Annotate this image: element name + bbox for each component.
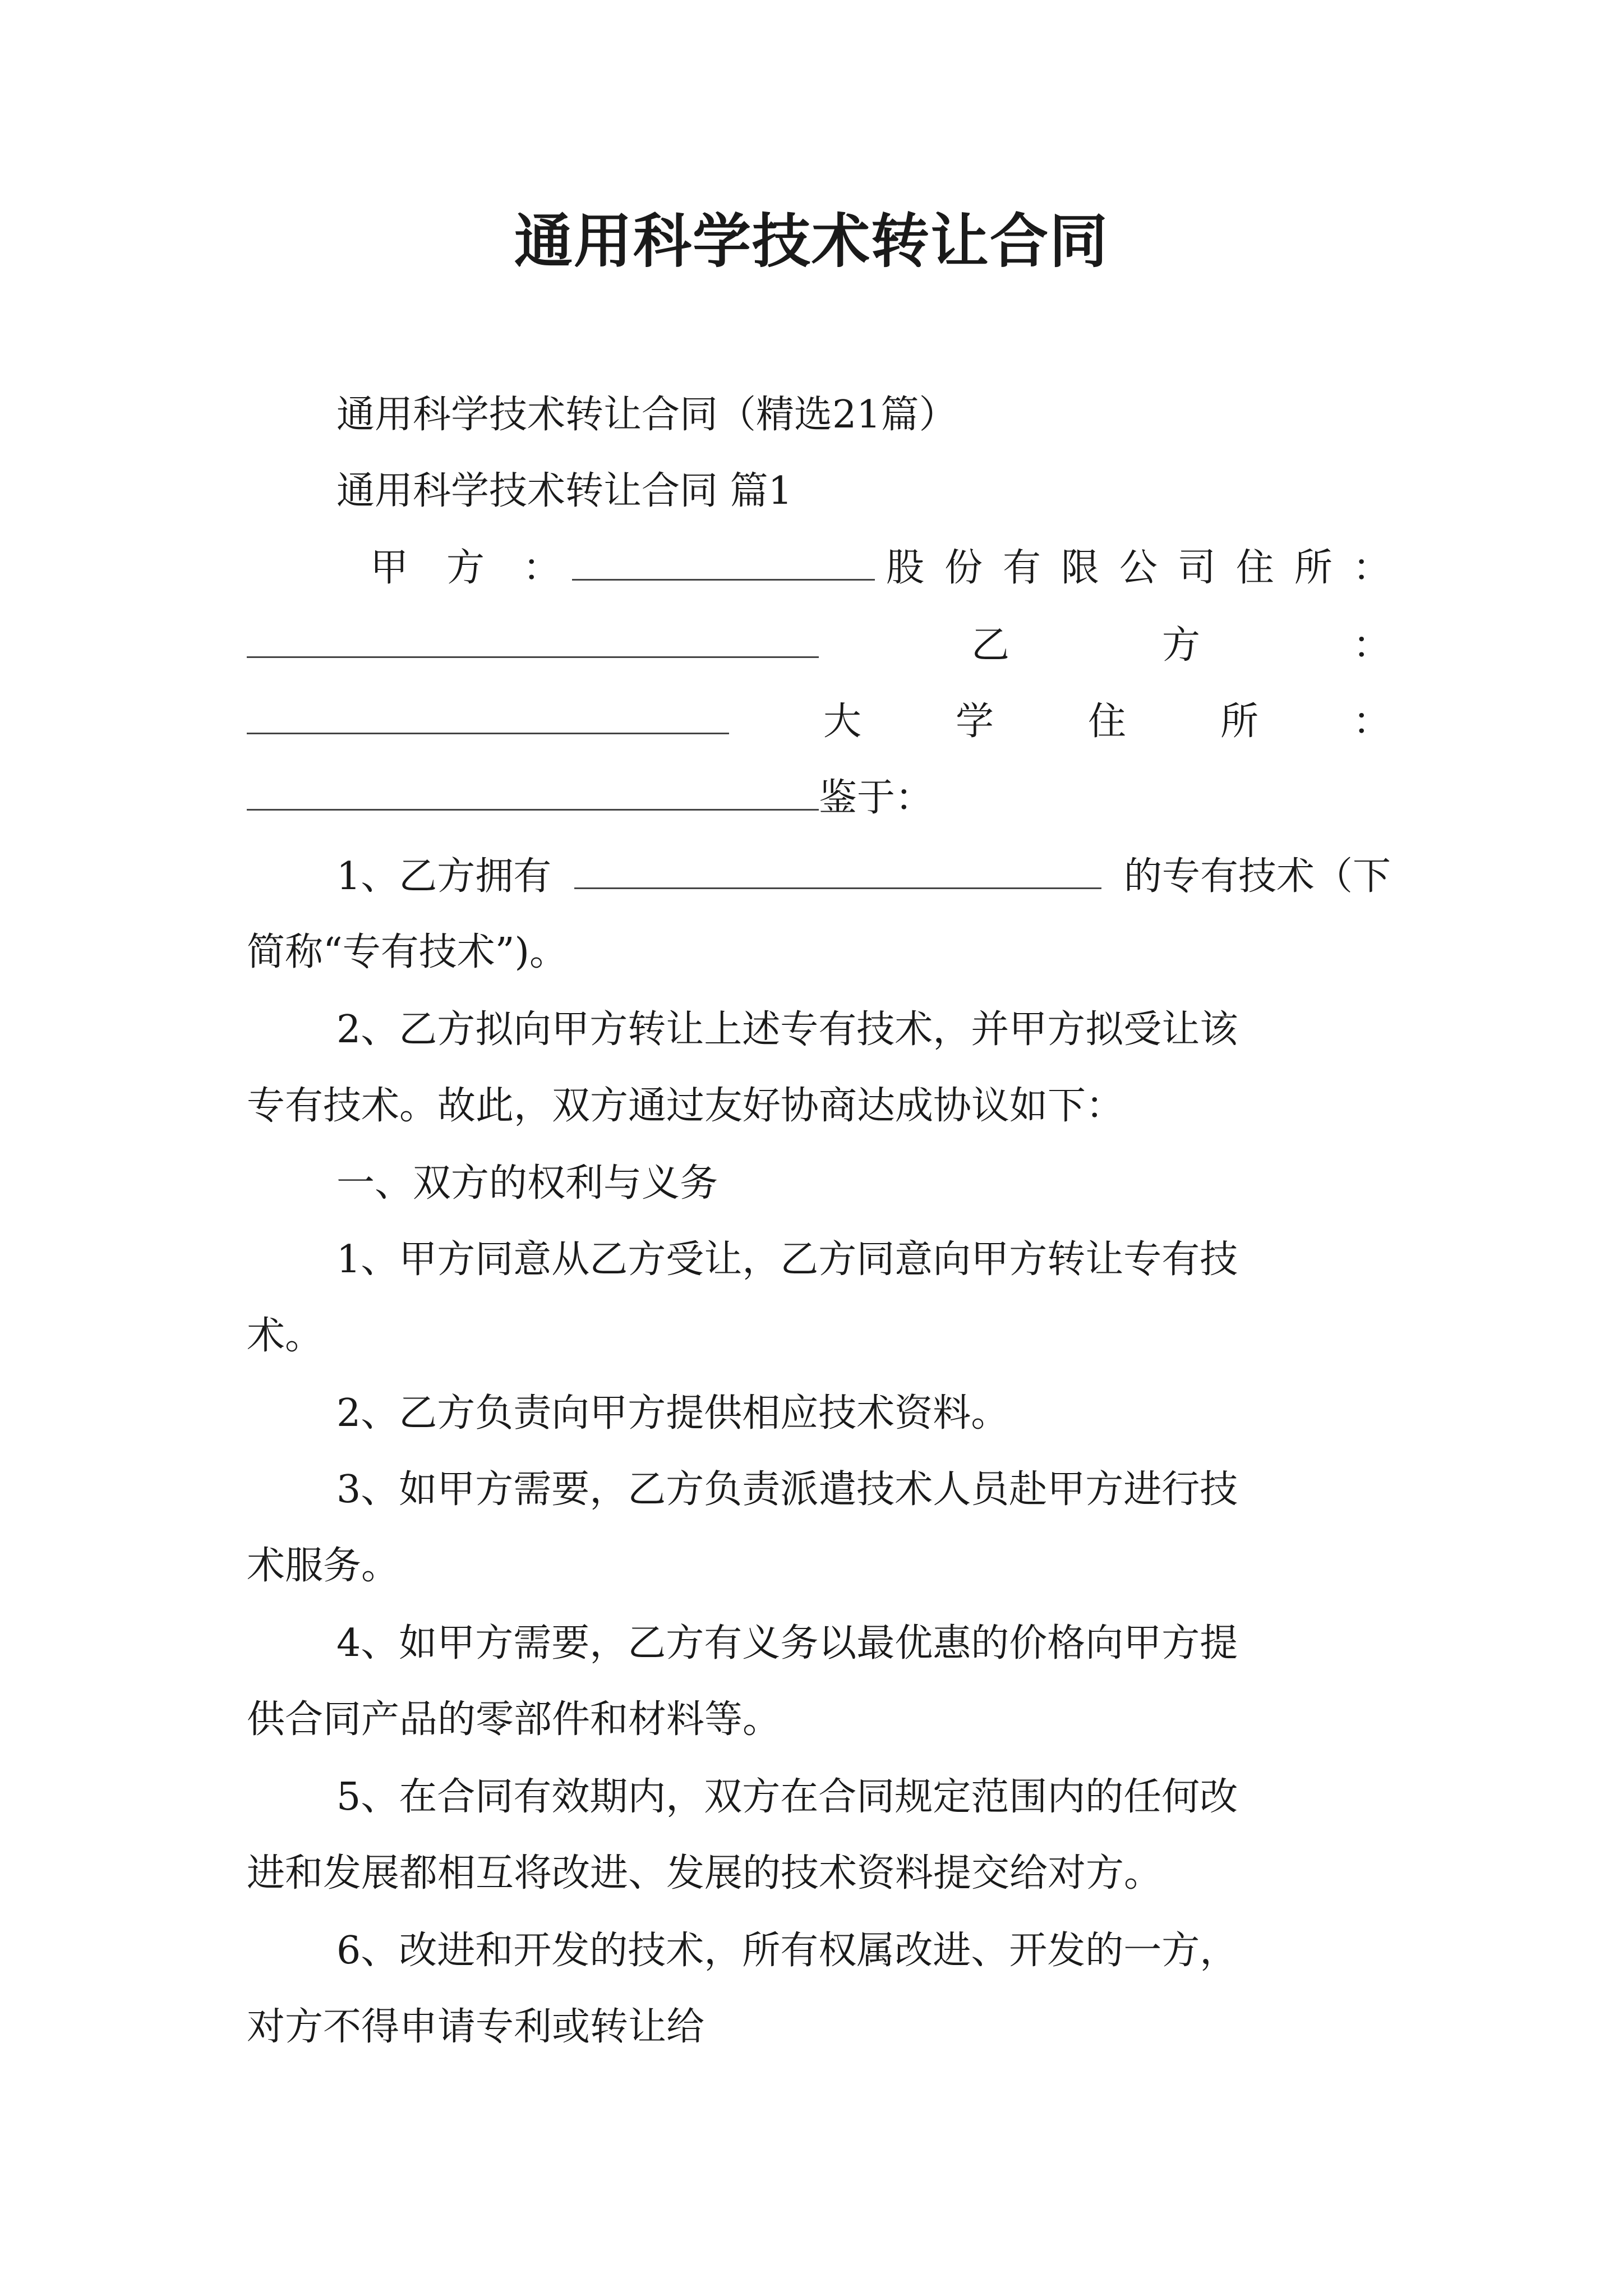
section-heading: 通用科学技术转让合同 篇1 [336, 469, 792, 513]
clause-4-line1: 4、如甲方需要，乙方有义务以最优惠的价格向甲方提 [336, 1621, 1238, 1665]
univ-colon: ： [1352, 700, 1391, 744]
party-b-blank [247, 693, 729, 734]
party-a-suffix [886, 540, 1391, 596]
clause-4-line2: 供合同产品的零部件和材料等。 [247, 1697, 781, 1742]
univ-char-3: 住 [1087, 700, 1126, 744]
clause-5-line2: 进和发展都相互将改进、发展的技术资料提交给对方。 [247, 1851, 1163, 1895]
p1-start: 1、乙方拥有 [336, 854, 552, 899]
spaced-char: 股 [886, 546, 924, 590]
technology-blank [574, 848, 1101, 889]
clause-2-line1: 2、乙方负责向甲方提供相应技术资料。 [336, 1391, 1009, 1435]
clause-1-line2: 术。 [247, 1314, 324, 1358]
party-b-colon: ： [1352, 623, 1391, 668]
party-b-line [247, 617, 1391, 674]
p2-line1: 2、乙方拟向甲方转让上述专有技术，并甲方拟受让该 [336, 1007, 1238, 1052]
document-title: 通用科学技术转让合同 [514, 206, 1109, 275]
party-b-label: 乙 [971, 623, 1009, 668]
party-b-mid: 方 [1161, 623, 1200, 668]
spaced-char: 所 [1294, 546, 1332, 590]
spaced-char: 有 [1002, 546, 1041, 590]
univ-char-2: 学 [955, 700, 994, 744]
spaced-char: 公 [1119, 546, 1158, 590]
spaced-char: 份 [944, 546, 983, 590]
clause-3-line1: 3、如甲方需要，乙方负责派遣技术人员赴甲方进行技 [336, 1467, 1238, 1512]
clause-1-line1: 1、甲方同意从乙方受让，乙方同意向甲方转让专有技 [336, 1237, 1238, 1282]
p1-line2: 简称“专有技术”)。 [247, 930, 568, 974]
university-address-blank [247, 770, 819, 811]
clause-3-line2: 术服务。 [247, 1544, 400, 1588]
party-a-label: 甲 方 ： [370, 546, 561, 590]
p2-line2: 专有技术。故此，双方通过友好协商达成协议如下： [247, 1084, 1124, 1128]
spaced-char: 限 [1061, 546, 1099, 590]
univ-char-4: 所 [1220, 700, 1258, 744]
spaced-char: ： [1352, 546, 1391, 590]
whereas-label: 鉴于： [819, 776, 934, 820]
section-one-heading: 一、双方的权利与义务 [336, 1161, 718, 1205]
party-a-address-blank [247, 617, 819, 658]
spaced-char: 住 [1235, 546, 1274, 590]
party-a-blank [572, 540, 875, 581]
clause-6-line2: 对方不得申请专利或转让给 [247, 2005, 705, 2049]
p1-end: 的专有技术（下 [1123, 854, 1391, 899]
party-a-line [370, 540, 1391, 596]
clause-5-line1: 5、在合同有效期内，双方在合同规定范围内的任何改 [336, 1775, 1238, 1819]
spaced-char: 司 [1177, 546, 1216, 590]
whereas-line [247, 770, 1391, 826]
clause-6-line1: 6、改进和开发的技术，所有权属改进、开发的一方， [336, 1929, 1238, 1973]
univ-char-1: 大 [823, 700, 861, 744]
university-line [247, 693, 1391, 750]
subtitle: 通用科学技术转让合同（精选21篇） [336, 393, 957, 437]
p1-line1 [336, 848, 1391, 905]
